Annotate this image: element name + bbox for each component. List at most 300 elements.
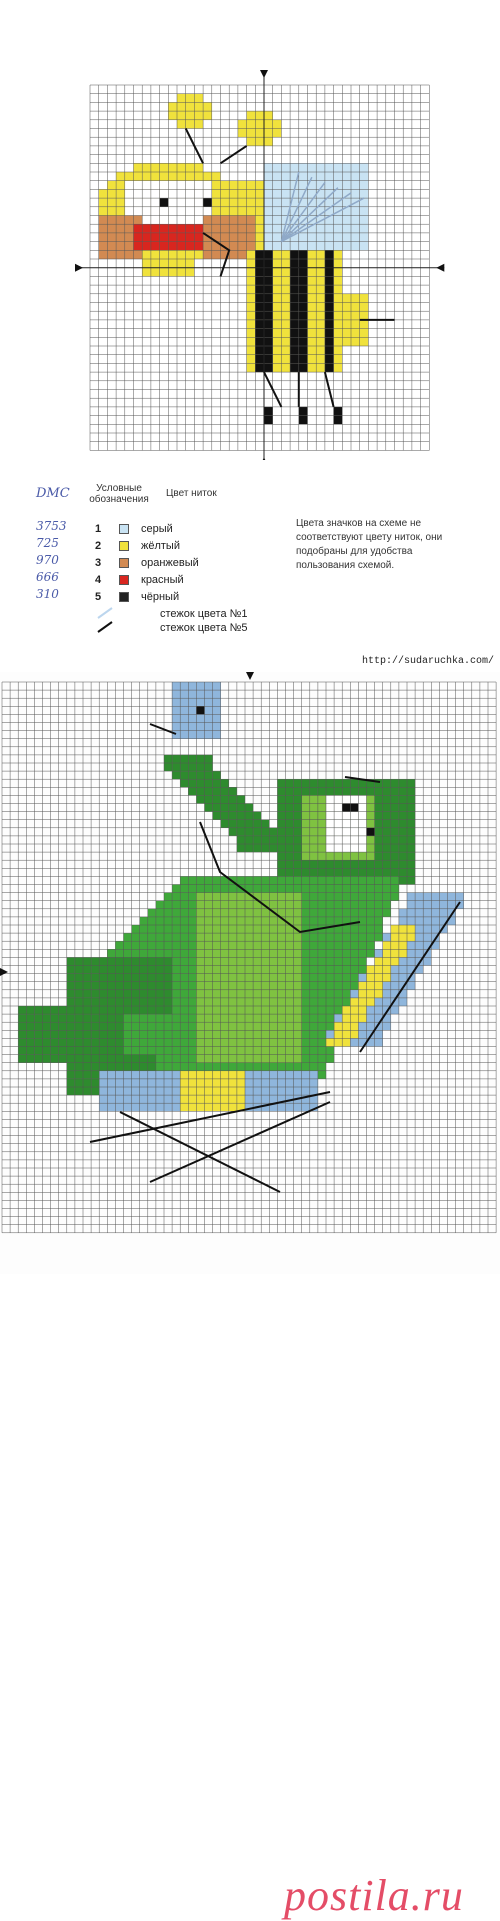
light-green-stitch [196, 1047, 204, 1055]
orange-stitch [125, 216, 134, 225]
blue-stitch [286, 1071, 294, 1079]
dark-green-stitch [67, 1006, 75, 1014]
dark-green-stitch [75, 1063, 83, 1071]
yellow-stitch [273, 329, 282, 338]
green-stitch [358, 893, 366, 901]
orange-stitch [221, 224, 230, 233]
green-stitch [318, 893, 326, 901]
blue-stitch [358, 974, 366, 982]
lightblue-stitch [264, 189, 273, 198]
dark-green-stitch [59, 1006, 67, 1014]
yellow-stitch [360, 294, 369, 303]
dark-green-stitch [318, 787, 326, 795]
blue-stitch [261, 1071, 269, 1079]
blue-stitch [294, 1103, 302, 1111]
green-stitch [310, 974, 318, 982]
blue-stitch [148, 1087, 156, 1095]
dark-green-stitch [302, 868, 310, 876]
dark-green-stitch [124, 974, 132, 982]
blue-stitch [205, 714, 213, 722]
black-stitch [264, 346, 273, 355]
yellow-stitch [308, 311, 317, 320]
dark-green-stitch [107, 1022, 115, 1030]
lightblue-stitch [351, 233, 360, 242]
yellow-stitch [316, 259, 325, 268]
black-stitch [290, 285, 299, 294]
dark-green-stitch [383, 787, 391, 795]
red-stitch [168, 224, 177, 233]
lightblue-stitch [316, 163, 325, 172]
light-green-stitch [269, 957, 277, 965]
yellow-stitch [360, 311, 369, 320]
light-green-stitch [261, 1055, 269, 1063]
stitch1-legend [124, 608, 248, 620]
blue-stitch [99, 1071, 107, 1079]
yellow-stitch [281, 311, 290, 320]
light-green-stitch [221, 957, 229, 965]
green-stitch [205, 885, 213, 893]
yellow-stitch [107, 207, 116, 216]
yellow-stitch [221, 1071, 229, 1079]
watermark: postila.ru [284, 1871, 464, 1920]
orange-stitch [247, 216, 256, 225]
dark-green-stitch [213, 787, 221, 795]
white-cell [168, 207, 177, 216]
blue-stitch [431, 901, 439, 909]
green-stitch [310, 909, 318, 917]
light-green-stitch [221, 1038, 229, 1046]
yellow-stitch [247, 268, 256, 277]
yellow-stitch [196, 1079, 204, 1087]
dark-green-stitch [269, 844, 277, 852]
green-stitch [164, 909, 172, 917]
lightblue-stitch [342, 233, 351, 242]
green-stitch [188, 1022, 196, 1030]
yellow-stitch [281, 363, 290, 372]
yellow-stitch [281, 294, 290, 303]
dark-green-stitch [107, 998, 115, 1006]
green-stitch [196, 1063, 204, 1071]
dark-green-stitch [51, 1047, 59, 1055]
blue-stitch [423, 909, 431, 917]
green-stitch [310, 1047, 318, 1055]
green-stitch [188, 982, 196, 990]
yellow-stitch [308, 303, 317, 312]
dark-green-stitch [277, 804, 285, 812]
white-cell [342, 844, 350, 852]
white-cell [326, 828, 334, 836]
red-stitch [160, 224, 169, 233]
green-stitch [188, 1055, 196, 1063]
light-green-stitch [310, 795, 318, 803]
yellow-stitch [247, 129, 256, 138]
blue-stitch [383, 998, 391, 1006]
lightblue-stitch [360, 224, 369, 233]
black-stitch [325, 259, 334, 268]
yellow-stitch [99, 207, 108, 216]
dark-green-stitch [67, 1038, 75, 1046]
light-green-stitch [269, 917, 277, 925]
arrow-right-icon [75, 264, 83, 272]
orange-stitch [134, 250, 143, 259]
green-stitch [318, 957, 326, 965]
green-stitch [334, 941, 342, 949]
yellow-stitch [383, 941, 391, 949]
dark-green-stitch [164, 974, 172, 982]
yellow-stitch [229, 189, 238, 198]
yellow-stitch [177, 120, 186, 129]
blue-stitch [180, 690, 188, 698]
light-green-stitch [286, 901, 294, 909]
lightblue-stitch [290, 163, 299, 172]
dark-green-stitch [67, 1071, 75, 1079]
black-stitch [299, 407, 308, 416]
yellow-stitch [399, 925, 407, 933]
yellow-stitch [281, 250, 290, 259]
red-stitch [186, 233, 195, 242]
dark-green-stitch [67, 1022, 75, 1030]
blue-stitch [107, 1087, 115, 1095]
yellow-stitch [316, 346, 325, 355]
dark-green-stitch [237, 812, 245, 820]
lightblue-stitch [342, 172, 351, 181]
blue-stitch [180, 706, 188, 714]
dark-green-stitch [399, 804, 407, 812]
green-stitch [140, 1014, 148, 1022]
yellow-stitch [186, 259, 195, 268]
yellow-stitch [273, 276, 282, 285]
yellow-stitch [180, 1087, 188, 1095]
blue-stitch [407, 982, 415, 990]
red-stitch [168, 233, 177, 242]
orange-stitch [229, 242, 238, 251]
lightblue-stitch [264, 224, 273, 233]
green-stitch [375, 893, 383, 901]
white-cell [168, 189, 177, 198]
yellow-stitch [186, 172, 195, 181]
dark-green-stitch [67, 982, 75, 990]
blue-stitch [148, 1103, 156, 1111]
green-stitch [180, 949, 188, 957]
yellow-stitch [107, 181, 116, 190]
black-stitch [290, 268, 299, 277]
white-cell [186, 216, 195, 225]
yellow-stitch [255, 181, 264, 190]
lightblue-stitch [342, 216, 351, 225]
dark-green-stitch [148, 966, 156, 974]
green-stitch [164, 917, 172, 925]
green-stitch [334, 917, 342, 925]
dark-green-stitch [164, 763, 172, 771]
lightblue-stitch [273, 242, 282, 251]
light-green-stitch [367, 844, 375, 852]
light-green-stitch [294, 957, 302, 965]
green-stitch [156, 1030, 164, 1038]
blue-stitch [107, 1095, 115, 1103]
light-green-stitch [205, 893, 213, 901]
yellow-stitch [116, 207, 125, 216]
green-stitch [164, 1055, 172, 1063]
yellow-stitch [160, 268, 169, 277]
green-stitch [172, 957, 180, 965]
blue-stitch [115, 1103, 123, 1111]
light-green-stitch [253, 998, 261, 1006]
yellow-stitch [342, 320, 351, 329]
blue-stitch [358, 1030, 366, 1038]
light-green-stitch [237, 974, 245, 982]
light-green-stitch [237, 966, 245, 974]
black-stitch [264, 294, 273, 303]
dark-green-stitch [115, 998, 123, 1006]
yellow-stitch [205, 1087, 213, 1095]
white-cell [334, 844, 342, 852]
black-stitch [264, 276, 273, 285]
green-stitch [180, 1063, 188, 1071]
dark-green-stitch [383, 836, 391, 844]
yellow-stitch [247, 337, 256, 346]
blue-stitch [439, 909, 447, 917]
dark-green-stitch [213, 804, 221, 812]
green-stitch [148, 949, 156, 957]
dark-green-stitch [399, 820, 407, 828]
blue-stitch [180, 714, 188, 722]
dark-green-stitch [196, 763, 204, 771]
yellow-stitch [391, 925, 399, 933]
dark-green-stitch [67, 1047, 75, 1055]
black-stitch [342, 804, 350, 812]
dark-green-stitch [334, 860, 342, 868]
light-green-stitch [205, 1006, 213, 1014]
green-stitch [188, 876, 196, 884]
dark-green-stitch [172, 771, 180, 779]
dark-green-stitch [132, 966, 140, 974]
light-green-stitch [286, 957, 294, 965]
light-green-stitch [318, 836, 326, 844]
blue-stitch [286, 1087, 294, 1095]
dark-green-stitch [221, 820, 229, 828]
green-stitch [318, 990, 326, 998]
lightblue-stitch [351, 216, 360, 225]
yellow-stitch [180, 1103, 188, 1111]
lightblue-stitch [360, 242, 369, 251]
yellow-stitch [203, 102, 212, 111]
dark-green-stitch [43, 1055, 51, 1063]
yellow-stitch [247, 294, 256, 303]
yellow-stitch [142, 250, 151, 259]
white-cell [334, 828, 342, 836]
blue-stitch [415, 949, 423, 957]
lightblue-stitch [281, 198, 290, 207]
green-stitch [172, 998, 180, 1006]
yellow-stitch [180, 1079, 188, 1087]
dark-green-stitch [26, 1014, 34, 1022]
light-green-stitch [205, 1014, 213, 1022]
dark-green-stitch [107, 1047, 115, 1055]
black-stitch [264, 250, 273, 259]
lightblue-stitch [351, 172, 360, 181]
dark-green-stitch [391, 779, 399, 787]
orange-stitch [116, 224, 125, 233]
lightblue-stitch [281, 189, 290, 198]
dark-green-stitch [91, 1063, 99, 1071]
dark-green-stitch [253, 812, 261, 820]
dark-green-stitch [51, 1038, 59, 1046]
green-stitch [350, 974, 358, 982]
green-stitch [180, 1022, 188, 1030]
blue-stitch [294, 1079, 302, 1087]
yellow-stitch [351, 320, 360, 329]
dark-green-stitch [99, 998, 107, 1006]
light-green-stitch [318, 804, 326, 812]
green-stitch [302, 941, 310, 949]
light-green-stitch [367, 804, 375, 812]
dark-green-stitch [107, 1006, 115, 1014]
green-stitch [334, 957, 342, 965]
light-green-stitch [294, 909, 302, 917]
blue-stitch [391, 974, 399, 982]
green-stitch [124, 1030, 132, 1038]
dark-green-stitch [99, 1063, 107, 1071]
blue-stitch [375, 1038, 383, 1046]
green-stitch [318, 1071, 326, 1079]
white-cell [194, 207, 203, 216]
dark-green-stitch [229, 812, 237, 820]
dark-green-stitch [83, 1079, 91, 1087]
dark-green-stitch [237, 836, 245, 844]
green-stitch [310, 1022, 318, 1030]
lightblue-stitch [351, 181, 360, 190]
light-green-stitch [253, 982, 261, 990]
green-stitch [326, 885, 334, 893]
yellow-stitch [351, 329, 360, 338]
blue-stitch [107, 1103, 115, 1111]
white-cell [194, 198, 203, 207]
green-stitch [132, 941, 140, 949]
green-stitch [318, 1030, 326, 1038]
orange-stitch [229, 224, 238, 233]
blue-stitch [148, 1071, 156, 1079]
white-cell [342, 820, 350, 828]
white-cell [177, 198, 186, 207]
blue-stitch [286, 1103, 294, 1111]
blue-stitch [302, 1071, 310, 1079]
blue-stitch [423, 925, 431, 933]
dark-green-stitch [107, 974, 115, 982]
yellow-stitch [238, 181, 247, 190]
blue-stitch [399, 974, 407, 982]
light-green-stitch [237, 1047, 245, 1055]
blue-stitch [391, 966, 399, 974]
green-stitch [140, 925, 148, 933]
blue-stitch [399, 909, 407, 917]
lightblue-stitch [325, 233, 334, 242]
green-stitch [180, 1055, 188, 1063]
white-cell [326, 804, 334, 812]
blue-stitch [375, 998, 383, 1006]
yellow-stitch [367, 998, 375, 1006]
light-green-stitch [196, 1022, 204, 1030]
legend-number: 2 [95, 540, 102, 552]
yellow-stitch [221, 207, 230, 216]
blue-stitch [415, 893, 423, 901]
light-green-stitch [245, 974, 253, 982]
dark-green-stitch [326, 868, 334, 876]
dark-green-stitch [67, 1055, 75, 1063]
light-green-stitch [245, 982, 253, 990]
green-stitch [383, 876, 391, 884]
green-stitch [164, 1047, 172, 1055]
light-green-stitch [221, 909, 229, 917]
light-green-stitch [277, 925, 285, 933]
light-green-stitch [277, 974, 285, 982]
light-green-stitch [294, 901, 302, 909]
yellow-stitch [351, 337, 360, 346]
orange-stitch [247, 224, 256, 233]
dark-green-stitch [302, 779, 310, 787]
light-green-stitch [237, 998, 245, 1006]
yellow-stitch [221, 181, 230, 190]
light-green-stitch [213, 957, 221, 965]
dark-green-stitch [277, 852, 285, 860]
dark-green-stitch [229, 804, 237, 812]
light-green-stitch [261, 990, 269, 998]
white-cell [168, 181, 177, 190]
blue-stitch [180, 723, 188, 731]
dark-green-stitch [18, 1014, 26, 1022]
legend-number: 3 [95, 557, 102, 569]
green-stitch [334, 998, 342, 1006]
dark-green-stitch [124, 990, 132, 998]
yellow-stitch [212, 172, 221, 181]
light-green-stitch [196, 982, 204, 990]
blue-stitch [407, 917, 415, 925]
red-stitch [168, 242, 177, 251]
yellow-stitch [334, 268, 343, 277]
green-stitch [188, 949, 196, 957]
yellow-stitch [308, 285, 317, 294]
legend-row-4 [95, 572, 184, 588]
green-stitch [310, 885, 318, 893]
green-stitch [164, 925, 172, 933]
yellow-stitch [264, 111, 273, 120]
light-green-stitch [367, 820, 375, 828]
light-green-stitch [213, 982, 221, 990]
lightblue-stitch [273, 224, 282, 233]
green-stitch [326, 876, 334, 884]
green-stitch [172, 966, 180, 974]
black-stitch [299, 346, 308, 355]
white-cell [350, 828, 358, 836]
green-stitch [164, 949, 172, 957]
dark-green-stitch [375, 820, 383, 828]
light-green-stitch [213, 990, 221, 998]
light-green-stitch [213, 893, 221, 901]
dark-green-stitch [310, 868, 318, 876]
green-stitch [342, 990, 350, 998]
blue-stitch [423, 893, 431, 901]
green-stitch [196, 876, 204, 884]
light-green-stitch [294, 917, 302, 925]
green-stitch [188, 925, 196, 933]
green-stitch [124, 1038, 132, 1046]
yellow-stitch [238, 198, 247, 207]
light-green-stitch [286, 1030, 294, 1038]
green-stitch [302, 990, 310, 998]
light-green-stitch [229, 949, 237, 957]
light-green-stitch [286, 1038, 294, 1046]
yellow-stitch [342, 1030, 350, 1038]
dark-green-stitch [59, 1047, 67, 1055]
